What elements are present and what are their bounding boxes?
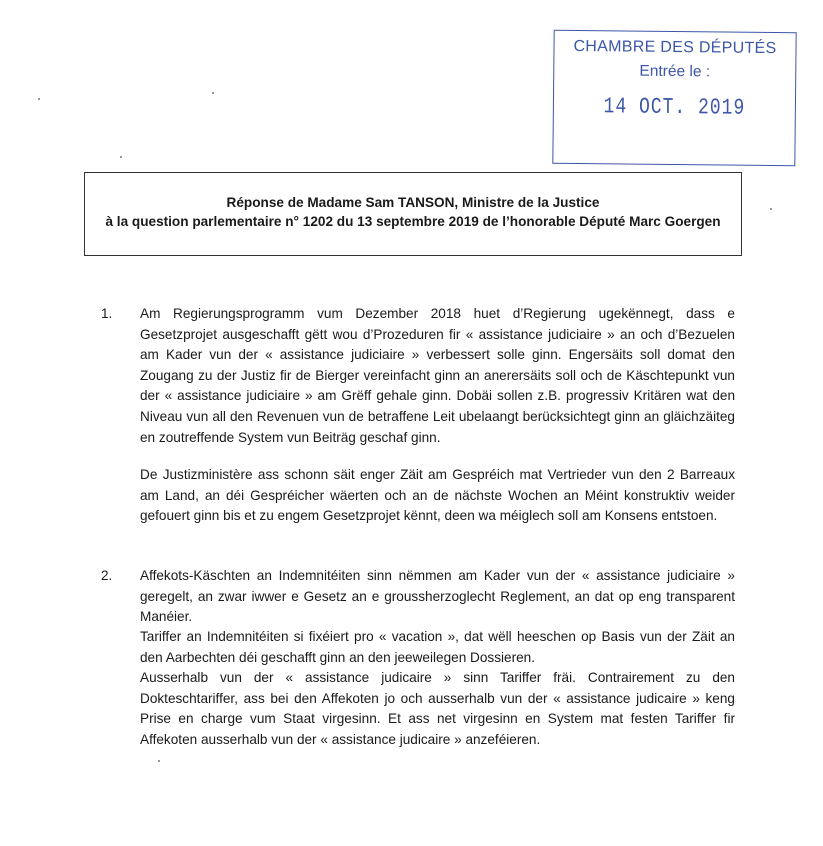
item-1-paragraph-2: De Justizministère ass schonn säit enger Zäit am Gespréich mat Vertrieder vun den 2 Barreaux am Land, an déi Gespréicher wäerten och an de nächste Wochen an Méint konstruktiv weider gefouert ginn bis et zu engem Gesetzprojet kënnt, deen wa méiglech soll am Konsens entstoen. [140,467,735,524]
document-title-box [84,172,742,256]
item-number-1: 1. [101,306,113,321]
scan-speck [770,208,772,210]
stamp-date: 14 OCT. 2019 [603,94,746,122]
item-1-paragraph-1: Am Regierungsprogramm vum Dezember 2018 huet d’Regierung ugekënnegt, dass e Gesetzprojet ausgeschafft gëtt wou d’Prozeduren fir « assistance judiciaire » an och d’Bezuelen am Kader vun der « assistance judiciaire » verbessert solle ginn. Engersäits soll domat den Zougang zu der Justiz fir de Bierger vereinfacht ginn an anerersäits soll och de Käschtepunkt vun der « assistance judiciaire » am Grëff gehale ginn. Dobäi sollen z.B. progressiv Kritären wat den Niveau vun all den Revenuen vun de betraffene Leit ubelaangt berücksichtegt ginn an gläichzäiteg en zoutreffende System vun Beiträg geschaf ginn. [140,306,735,445]
item-2-paragraph-3: Ausserhalb vun der « assistance judicaire » sinn Tariffer fräi. Contrairement zu den Dokteschtariffer, ass bei den Affekoten jo och ausserhalb vun der « assistance judicaire » keng Prise en charge vum Staat virgesinn. Et ass net virgesinn en System mat festen Tariffer fir Affekoten ausserhalb vun der « assistance judicaire » anzeféieren. [140,670,735,747]
scan-speck [38,98,40,100]
item-2-paragraph-1: Affekots-Käschten an Indemnitéiten sinn nëmmen am Kader vun der « assistance judiciaire » geregelt, an zwar iwwer e Gesetz an e groussherzoglecht Reglement, an dat op eng transparent Manéier. [140,568,735,625]
item-2-paragraph-2: Tariffer an Indemnitéiten si fixéiert pro « vacation », dat wëll heeschen op Basis vun der Zäit an den Aarbechten déi geschafft ginn an den jeeweilegen Dossieren. [140,629,735,665]
stamp-chamber-label: CHAMBRE DES DÉPUTÉS [573,37,777,58]
scan-speck [158,760,160,762]
stamp-entry-label: Entrée le : [639,62,711,81]
title-line-1: Réponse de Madame Sam TANSON, Ministre de la Justice [226,195,600,210]
scan-speck [120,156,122,158]
title-line-2: à la question parlementaire n° 1202 du 13 septembre 2019 de l’honorable Député Marc Goergen [105,214,721,229]
item-number-2: 2. [101,568,113,583]
received-stamp [552,30,796,167]
scan-speck [212,92,214,94]
